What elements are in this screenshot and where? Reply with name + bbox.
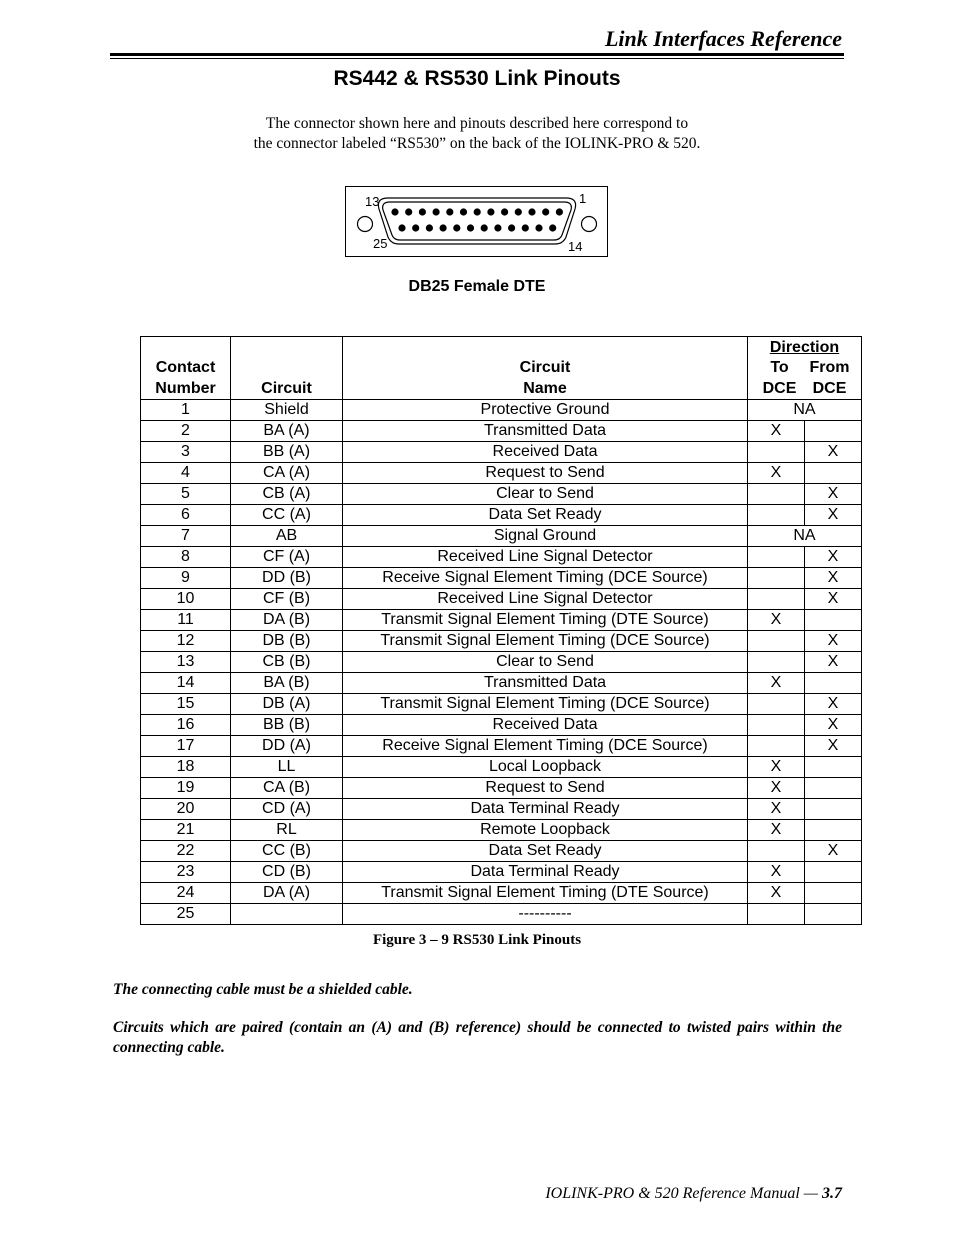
connector-pin	[501, 208, 508, 215]
cell-direction-from-dce	[805, 904, 862, 925]
cell-circuit: CC (A)	[231, 505, 343, 526]
table-row	[141, 526, 862, 547]
cell-contact-number: 16	[141, 715, 231, 736]
header-dce-to: DCE	[762, 379, 797, 397]
cell-direction-from-dce	[805, 421, 862, 442]
cell-circuit-name: Request to Send	[343, 463, 748, 484]
cell-direction-from-dce: X	[805, 841, 862, 862]
header-direction-dce	[748, 379, 861, 400]
table-row	[141, 904, 862, 925]
cell-circuit-name: Data Terminal Ready	[343, 799, 748, 820]
cell-direction-from-dce: X	[805, 715, 862, 736]
header-circuit	[231, 337, 343, 400]
cell-circuit-name: Protective Ground	[343, 400, 748, 421]
cell-direction-to-dce	[748, 631, 805, 652]
connector-pin	[487, 208, 494, 215]
table-row	[141, 757, 862, 778]
db25-connector-drawing	[346, 187, 607, 256]
cell-direction-to-dce	[748, 736, 805, 757]
cell-direction-from-dce	[805, 778, 862, 799]
connector-pin	[494, 224, 501, 231]
cell-direction-to-dce: X	[748, 610, 805, 631]
cell-direction-from-dce	[805, 799, 862, 820]
cell-circuit: DD (A)	[231, 736, 343, 757]
cell-circuit-name: Transmitted Data	[343, 421, 748, 442]
cell-contact-number: 19	[141, 778, 231, 799]
cell-circuit	[231, 904, 343, 925]
cell-direction-from-dce: X	[805, 694, 862, 715]
mounting-hole-right	[582, 217, 597, 232]
connector-pin	[412, 224, 419, 231]
cell-circuit-name: Clear to Send	[343, 484, 748, 505]
header-name-line-1: Circuit	[519, 359, 571, 376]
cell-direction-from-dce	[805, 862, 862, 883]
cell-direction-from-dce	[805, 757, 862, 778]
cell-contact-number: 14	[141, 673, 231, 694]
cell-circuit-name: Clear to Send	[343, 652, 748, 673]
header-from: From	[809, 359, 850, 376]
header-contact-line-1: Contact	[155, 359, 216, 376]
connector-pin	[467, 224, 474, 231]
cell-circuit: CB (A)	[231, 484, 343, 505]
cell-circuit-name: Request to Send	[343, 778, 748, 799]
cell-circuit-name: Transmit Signal Element Timing (DCE Source)	[343, 631, 748, 652]
cell-contact-number: 21	[141, 820, 231, 841]
table-header-row	[141, 337, 862, 400]
cell-circuit: CD (B)	[231, 862, 343, 883]
header-title: Link Interfaces Reference	[604, 26, 842, 51]
note-shielded-cable: The connecting cable must be a shielded cable.	[113, 981, 413, 998]
cell-direction-to-dce: X	[748, 862, 805, 883]
cell-circuit: CC (B)	[231, 841, 343, 862]
cell-contact-number: 7	[141, 526, 231, 547]
cell-direction-to-dce	[748, 505, 805, 526]
table-row	[141, 736, 862, 757]
cell-circuit-name: Transmit Signal Element Timing (DCE Source)	[343, 694, 748, 715]
header-name-line-2: Name	[523, 379, 567, 397]
header-circuit-name	[343, 337, 748, 400]
pinout-table	[140, 336, 862, 925]
table-row	[141, 463, 862, 484]
cell-direction-to-dce	[748, 442, 805, 463]
cell-direction-from-dce: X	[805, 442, 862, 463]
cell-circuit: DA (A)	[231, 883, 343, 904]
connector-pin	[508, 224, 515, 231]
connector-pin	[391, 208, 398, 215]
cell-direction-from-dce	[805, 610, 862, 631]
cell-contact-number: 20	[141, 799, 231, 820]
cell-circuit: LL	[231, 757, 343, 778]
cell-direction-to-dce	[748, 589, 805, 610]
table-row	[141, 421, 862, 442]
cell-circuit: CA (A)	[231, 463, 343, 484]
cell-circuit-name: Transmitted Data	[343, 673, 748, 694]
cell-circuit-name: Local Loopback	[343, 757, 748, 778]
cell-direction-to-dce	[748, 715, 805, 736]
cell-circuit-name: Transmit Signal Element Timing (DTE Source)	[343, 610, 748, 631]
cell-circuit-name: Data Terminal Ready	[343, 862, 748, 883]
cell-contact-number: 10	[141, 589, 231, 610]
table-row	[141, 862, 862, 883]
header-direction-to-from	[748, 358, 861, 379]
cell-contact-number: 2	[141, 421, 231, 442]
footer-manual-title: IOLINK-PRO & 520 Reference Manual —	[545, 1185, 822, 1202]
page-title: RS442 & RS530 Link Pinouts	[333, 67, 621, 90]
cell-direction-to-dce: X	[748, 883, 805, 904]
cell-contact-number: 4	[141, 463, 231, 484]
cell-direction-from-dce: X	[805, 589, 862, 610]
page-footer	[545, 1185, 842, 1203]
connector-pin	[542, 208, 549, 215]
cell-circuit-name: Data Set Ready	[343, 505, 748, 526]
table-row	[141, 841, 862, 862]
connector-pin	[474, 208, 481, 215]
header-direction-title: Direction	[769, 338, 840, 356]
cell-direction-to-dce: X	[748, 673, 805, 694]
note-twisted-pairs: Circuits which are paired (contain an (A) and (B) reference) should be connected to twisted pairs within the connecting cable.	[113, 1019, 842, 1056]
table-row	[141, 673, 862, 694]
cell-circuit: BB (B)	[231, 715, 343, 736]
table-row	[141, 883, 862, 904]
pin-label-13: 13	[365, 194, 380, 209]
cell-circuit: CF (A)	[231, 547, 343, 568]
cell-direction-from-dce: X	[805, 652, 862, 673]
cell-direction-from-dce	[805, 820, 862, 841]
connector-pin	[556, 208, 563, 215]
connector-pin	[398, 224, 405, 231]
cell-circuit-name: ----------	[343, 904, 748, 925]
header-circuit-label: Circuit	[261, 379, 312, 397]
cell-circuit-name: Received Line Signal Detector	[343, 547, 748, 568]
cell-contact-number: 22	[141, 841, 231, 862]
cell-direction-from-dce: X	[805, 631, 862, 652]
header-contact-line-2: Number	[155, 379, 216, 397]
cell-direction-to-dce: X	[748, 820, 805, 841]
connector-shell-outer	[378, 198, 575, 244]
cell-contact-number: 5	[141, 484, 231, 505]
table-row	[141, 589, 862, 610]
header-dce-from: DCE	[812, 379, 847, 397]
cell-circuit-name: Receive Signal Element Timing (DCE Source)	[343, 736, 748, 757]
cell-circuit: BA (A)	[231, 421, 343, 442]
cell-circuit-name: Remote Loopback	[343, 820, 748, 841]
footer-page-number: 3.7	[822, 1185, 842, 1202]
connector-pin	[440, 224, 447, 231]
cell-circuit-name: Signal Ground	[343, 526, 748, 547]
intro-line-1: The connector shown here and pinouts described here correspond to	[265, 115, 689, 132]
cell-contact-number: 18	[141, 757, 231, 778]
cell-direction-from-dce: X	[805, 505, 862, 526]
connector-pin	[522, 224, 529, 231]
cell-circuit: CA (B)	[231, 778, 343, 799]
cell-contact-number: 3	[141, 442, 231, 463]
cell-circuit: CB (B)	[231, 652, 343, 673]
cell-direction-to-dce: X	[748, 799, 805, 820]
cell-circuit-name: Transmit Signal Element Timing (DTE Source)	[343, 883, 748, 904]
intro-line-2: the connector labeled “RS530” on the back of the IOLINK-PRO & 520.	[253, 135, 701, 152]
connector-pin	[515, 208, 522, 215]
connector-pin	[535, 224, 542, 231]
connector-pin	[481, 224, 488, 231]
cell-contact-number: 24	[141, 883, 231, 904]
intro-paragraph	[0, 114, 954, 154]
cell-direction-na: NA	[748, 526, 862, 547]
connector-pin	[453, 224, 460, 231]
table-row	[141, 610, 862, 631]
cell-circuit: DD (B)	[231, 568, 343, 589]
cell-direction-to-dce	[748, 568, 805, 589]
pinout-table-body	[141, 400, 862, 925]
cell-direction-to-dce: X	[748, 778, 805, 799]
figure-caption: Figure 3 – 9 RS530 Link Pinouts	[372, 932, 582, 948]
cell-circuit: CF (B)	[231, 589, 343, 610]
pin-label-1: 1	[579, 191, 587, 206]
connector-pin	[405, 208, 412, 215]
cell-circuit: AB	[231, 526, 343, 547]
cell-direction-from-dce: X	[805, 568, 862, 589]
cell-direction-to-dce: X	[748, 421, 805, 442]
cell-circuit: CD (A)	[231, 799, 343, 820]
table-row	[141, 442, 862, 463]
cell-direction-from-dce: X	[805, 484, 862, 505]
connector-pin	[433, 208, 440, 215]
header-rule-thick	[110, 53, 844, 56]
table-row	[141, 715, 862, 736]
cell-circuit: Shield	[231, 400, 343, 421]
cell-contact-number: 1	[141, 400, 231, 421]
cell-contact-number: 25	[141, 904, 231, 925]
cell-circuit-name: Data Set Ready	[343, 841, 748, 862]
connector-pin	[528, 208, 535, 215]
cell-direction-to-dce	[748, 547, 805, 568]
cell-direction-na: NA	[748, 400, 862, 421]
cell-direction-from-dce	[805, 883, 862, 904]
table-row	[141, 820, 862, 841]
cell-circuit: DA (B)	[231, 610, 343, 631]
cell-contact-number: 17	[141, 736, 231, 757]
cell-direction-to-dce: X	[748, 463, 805, 484]
table-row	[141, 568, 862, 589]
cell-circuit: BB (A)	[231, 442, 343, 463]
cell-direction-from-dce: X	[805, 547, 862, 568]
table-row	[141, 484, 862, 505]
pin-label-25: 25	[373, 236, 388, 251]
cell-direction-to-dce	[748, 694, 805, 715]
cell-contact-number: 11	[141, 610, 231, 631]
table-row	[141, 631, 862, 652]
cell-direction-to-dce	[748, 484, 805, 505]
cell-direction-from-dce	[805, 463, 862, 484]
connector-pin	[419, 208, 426, 215]
table-row	[141, 694, 862, 715]
cell-direction-from-dce: X	[805, 736, 862, 757]
table-row	[141, 505, 862, 526]
header-direction	[748, 337, 862, 400]
table-row	[141, 547, 862, 568]
cell-circuit-name: Received Data	[343, 715, 748, 736]
cell-circuit: DB (B)	[231, 631, 343, 652]
cell-contact-number: 8	[141, 547, 231, 568]
cell-circuit: BA (B)	[231, 673, 343, 694]
cell-direction-to-dce	[748, 652, 805, 673]
cell-direction-to-dce	[748, 904, 805, 925]
connector-pin	[549, 224, 556, 231]
cell-circuit: DB (A)	[231, 694, 343, 715]
pin-group	[391, 208, 563, 231]
mounting-hole-left	[358, 217, 373, 232]
db25-connector-diagram	[345, 186, 608, 257]
table-row	[141, 799, 862, 820]
cell-contact-number: 23	[141, 862, 231, 883]
connector-pin	[460, 208, 467, 215]
header-rule-thin	[110, 58, 844, 59]
cell-direction-from-dce	[805, 673, 862, 694]
cell-contact-number: 12	[141, 631, 231, 652]
table-row	[141, 778, 862, 799]
cell-contact-number: 15	[141, 694, 231, 715]
cell-contact-number: 13	[141, 652, 231, 673]
header-to: To	[770, 359, 789, 376]
pin-label-14: 14	[568, 239, 583, 254]
header-contact-number	[141, 337, 231, 400]
cell-direction-to-dce	[748, 841, 805, 862]
connector-shell-inner	[383, 202, 572, 240]
connector-pin	[446, 208, 453, 215]
cell-circuit: RL	[231, 820, 343, 841]
table-row	[141, 652, 862, 673]
cell-direction-to-dce: X	[748, 757, 805, 778]
connector-pin	[426, 224, 433, 231]
cell-contact-number: 9	[141, 568, 231, 589]
cell-circuit-name: Receive Signal Element Timing (DCE Source)	[343, 568, 748, 589]
table-row	[141, 400, 862, 421]
connector-caption: DB25 Female DTE	[408, 278, 546, 295]
cell-circuit-name: Received Data	[343, 442, 748, 463]
cell-circuit-name: Received Line Signal Detector	[343, 589, 748, 610]
cell-contact-number: 6	[141, 505, 231, 526]
